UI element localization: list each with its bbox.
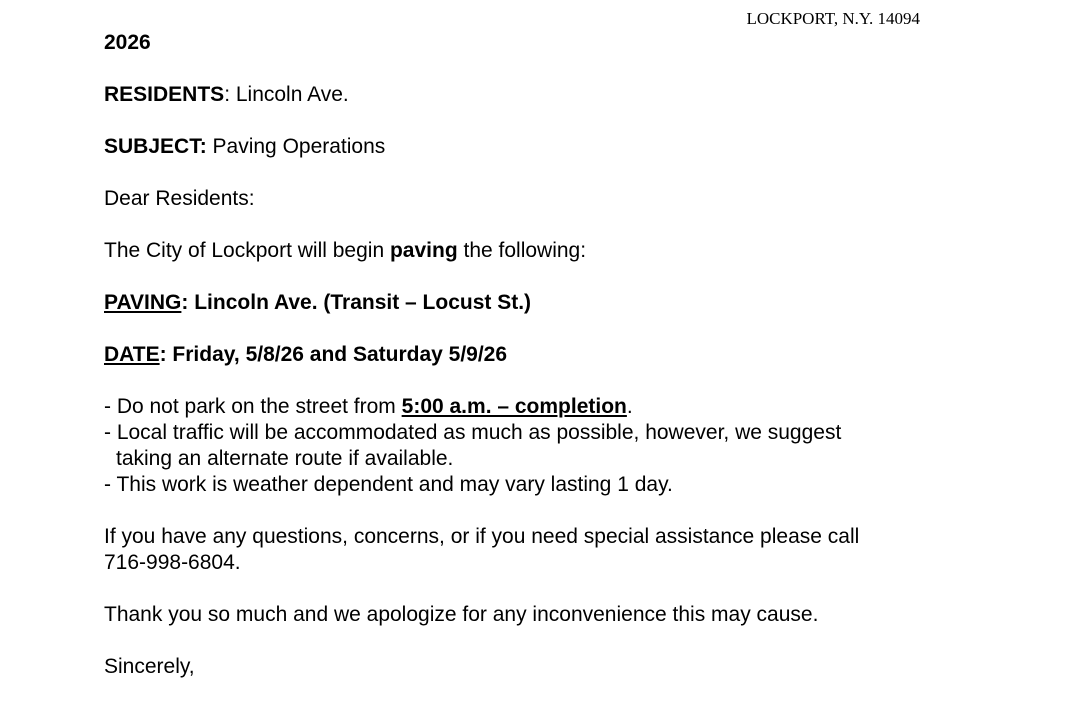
paving-label: PAVING	[104, 291, 182, 314]
subject-label: SUBJECT:	[104, 135, 207, 158]
contact-paragraph	[104, 524, 944, 576]
letter-year: 2026	[104, 31, 151, 54]
subject-value: Paving Operations	[206, 135, 386, 158]
thanks-line: Thank you so much and we apologize for any inconvenience this may cause.	[104, 603, 819, 626]
instructions-list	[104, 394, 944, 498]
residents-label: RESIDENTS	[104, 83, 225, 106]
parking-text-before: - Do not park on the street from	[104, 395, 402, 418]
date-label: DATE	[104, 343, 160, 366]
intro-text-after: the following:	[457, 239, 587, 262]
residents-line	[104, 82, 944, 108]
parking-time: 5:00 a.m. – completion	[401, 395, 627, 418]
letterhead-street	[766, 0, 920, 2]
instruction-weather: - This work is weather dependent and may vary lasting 1 day.	[104, 473, 673, 496]
letterhead-address	[600, 0, 920, 30]
letterhead-city: LOCKPORT, N.Y. 14094	[746, 9, 920, 28]
residents-value: : Lincoln Ave.	[224, 83, 349, 106]
date-line	[104, 342, 944, 368]
salutation: Dear Residents:	[104, 187, 255, 210]
intro-line	[104, 238, 944, 264]
instruction-parking	[104, 394, 944, 420]
instruction-traffic-continued: taking an alternate route if available.	[116, 447, 454, 470]
closing: Sincerely,	[104, 655, 195, 678]
paving-line	[104, 290, 944, 316]
intro-text-before: The City of Lockport will begin	[104, 239, 390, 262]
letter-body	[104, 30, 944, 706]
parking-text-after: .	[626, 395, 633, 418]
instruction-traffic: - Local traffic will be accommodated as much as possible, however, we suggest	[104, 421, 842, 444]
subject-line	[104, 134, 944, 160]
contact-phone: 716-998-6804.	[104, 551, 241, 574]
intro-text-bold: paving	[389, 239, 458, 262]
contact-text: If you have any questions, concerns, or if you need special assistance please call	[104, 525, 860, 548]
paving-value: : Lincoln Ave. (Transit – Locust St.)	[181, 291, 532, 314]
date-value: : Friday, 5/8/26 and Saturday 5/9/26	[159, 343, 508, 366]
